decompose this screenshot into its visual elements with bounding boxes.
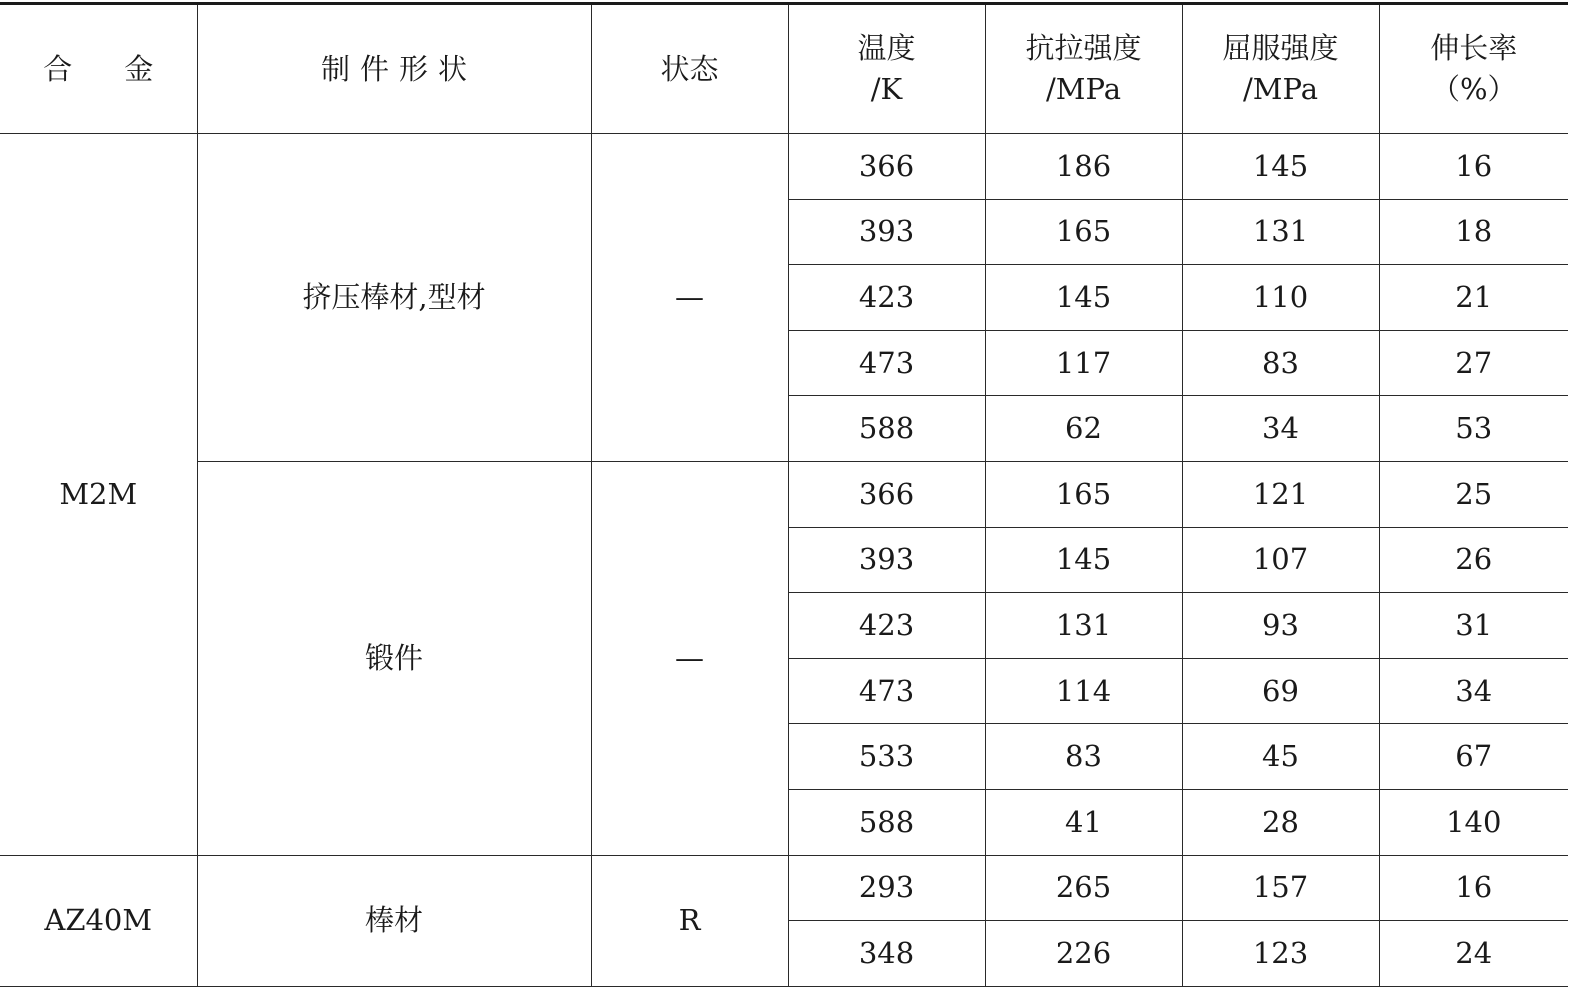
alloy-cell: M2M xyxy=(0,134,197,856)
shape-cell: 挤压棒材,型材 xyxy=(197,134,591,462)
tensile-strength-cell: 145 xyxy=(985,527,1182,593)
elongation-cell: 25 xyxy=(1379,461,1568,527)
elongation-cell: 16 xyxy=(1379,134,1568,200)
shape-cell: 棒材 xyxy=(197,855,591,986)
yield-strength-cell: 69 xyxy=(1182,658,1379,724)
temperature-cell: 423 xyxy=(788,265,985,331)
tensile-strength-cell: 131 xyxy=(985,593,1182,659)
header-alloy: 合金 xyxy=(0,4,197,134)
elongation-cell: 34 xyxy=(1379,658,1568,724)
alloy-properties-table xyxy=(0,2,1568,987)
table-row xyxy=(0,134,1568,200)
yield-strength-cell: 93 xyxy=(1182,593,1379,659)
temperature-cell: 348 xyxy=(788,921,985,987)
elongation-cell: 27 xyxy=(1379,330,1568,396)
tensile-strength-cell: 265 xyxy=(985,855,1182,921)
state-cell: — xyxy=(591,134,788,462)
tensile-strength-cell: 41 xyxy=(985,789,1182,855)
elongation-cell: 24 xyxy=(1379,921,1568,987)
tensile-strength-cell: 114 xyxy=(985,658,1182,724)
temperature-cell: 473 xyxy=(788,330,985,396)
yield-strength-cell: 110 xyxy=(1182,265,1379,331)
tensile-strength-cell: 186 xyxy=(985,134,1182,200)
table-row xyxy=(0,461,1568,527)
temperature-cell: 366 xyxy=(788,461,985,527)
elongation-cell: 140 xyxy=(1379,789,1568,855)
yield-strength-cell: 83 xyxy=(1182,330,1379,396)
yield-strength-cell: 131 xyxy=(1182,199,1379,265)
temperature-cell: 366 xyxy=(788,134,985,200)
header-yield-strength: 屈服强度 /MPa xyxy=(1182,4,1379,134)
header-shape: 制件形状 xyxy=(197,4,591,134)
yield-strength-cell: 123 xyxy=(1182,921,1379,987)
tensile-strength-cell: 165 xyxy=(985,199,1182,265)
yield-strength-cell: 28 xyxy=(1182,789,1379,855)
table-body xyxy=(0,134,1568,987)
tensile-strength-cell: 226 xyxy=(985,921,1182,987)
header-elongation: 伸长率 （%） xyxy=(1379,4,1568,134)
tensile-strength-cell: 62 xyxy=(985,396,1182,462)
temperature-cell: 293 xyxy=(788,855,985,921)
state-cell: — xyxy=(591,461,788,855)
temperature-cell: 423 xyxy=(788,593,985,659)
tensile-strength-cell: 165 xyxy=(985,461,1182,527)
yield-strength-cell: 157 xyxy=(1182,855,1379,921)
yield-strength-cell: 34 xyxy=(1182,396,1379,462)
temperature-cell: 473 xyxy=(788,658,985,724)
header-row xyxy=(0,4,1568,134)
temperature-cell: 588 xyxy=(788,789,985,855)
yield-strength-cell: 121 xyxy=(1182,461,1379,527)
header-temperature: 温度 /K xyxy=(788,4,985,134)
header-tensile-strength: 抗拉强度 /MPa xyxy=(985,4,1182,134)
temperature-cell: 588 xyxy=(788,396,985,462)
temperature-cell: 533 xyxy=(788,724,985,790)
elongation-cell: 31 xyxy=(1379,593,1568,659)
temperature-cell: 393 xyxy=(788,199,985,265)
tensile-strength-cell: 83 xyxy=(985,724,1182,790)
yield-strength-cell: 145 xyxy=(1182,134,1379,200)
elongation-cell: 18 xyxy=(1379,199,1568,265)
state-cell: R xyxy=(591,855,788,986)
yield-strength-cell: 107 xyxy=(1182,527,1379,593)
yield-strength-cell: 45 xyxy=(1182,724,1379,790)
tensile-strength-cell: 117 xyxy=(985,330,1182,396)
elongation-cell: 67 xyxy=(1379,724,1568,790)
elongation-cell: 26 xyxy=(1379,527,1568,593)
elongation-cell: 21 xyxy=(1379,265,1568,331)
shape-cell: 锻件 xyxy=(197,461,591,855)
temperature-cell: 393 xyxy=(788,527,985,593)
elongation-cell: 53 xyxy=(1379,396,1568,462)
table-row xyxy=(0,855,1568,921)
alloy-cell: AZ40M xyxy=(0,855,197,986)
header-state: 状态 xyxy=(591,4,788,134)
elongation-cell: 16 xyxy=(1379,855,1568,921)
tensile-strength-cell: 145 xyxy=(985,265,1182,331)
